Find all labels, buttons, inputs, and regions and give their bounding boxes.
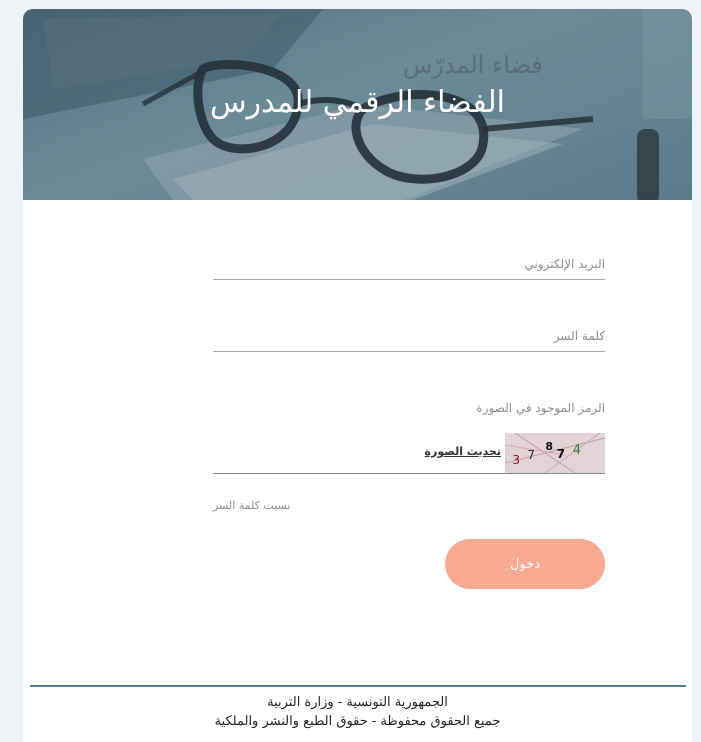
captcha-char: 4 [572,443,581,458]
password-field[interactable] [213,321,605,351]
captcha-image [505,433,605,473]
email-field-wrapper [213,249,605,280]
refresh-captcha-link[interactable]: تحديث الصورة [424,445,501,458]
page-title: الفضاء الرقمي للمدرس [210,85,505,120]
captcha-noise [505,433,605,473]
captcha-char: 7 [527,448,535,462]
forgot-password-link[interactable]: نسيت كلمة السر [213,499,291,512]
captcha-char: 7 [556,447,565,461]
footer-divider [30,685,686,687]
footer-ministry-text: الجمهورية التونسية - وزارة التربية [267,695,448,710]
login-card [23,9,692,742]
footer-copyright-text: جميع الحقوق محفوظة - حقوق الطبع والنشر والملكية [214,714,501,729]
captcha-input[interactable] [213,441,397,467]
captcha-char: 8 [545,440,553,453]
captcha-char: 3 [512,453,520,467]
email-field[interactable] [213,249,605,279]
captcha-row [213,433,605,474]
login-button[interactable]: دخول [445,539,605,589]
password-field-wrapper [213,321,605,352]
captcha-label: الرمز الموجود في الصورة [476,401,605,415]
banner-background-caption: فضاء المدرّس [403,51,543,79]
header-banner [23,9,692,200]
